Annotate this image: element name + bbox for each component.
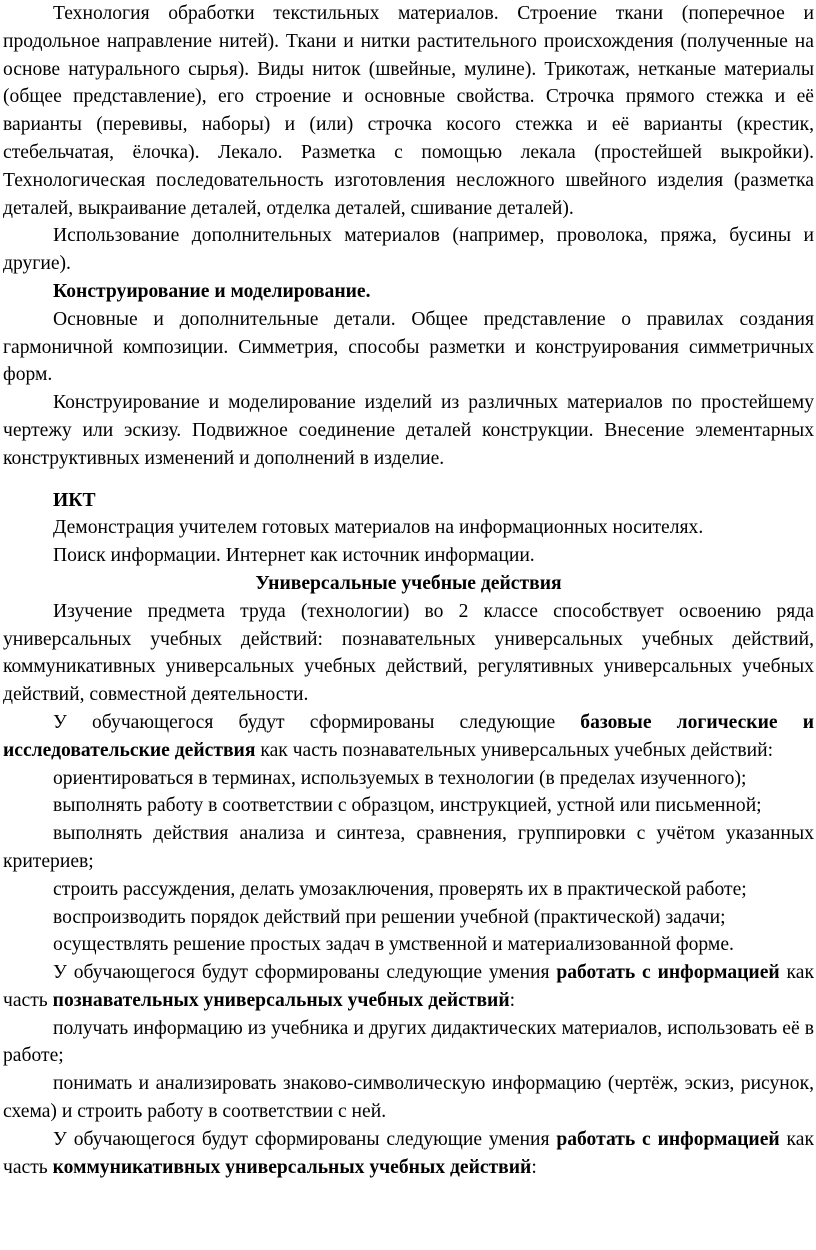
text-run: У обучающегося будут сформированы следующие умения [53, 962, 557, 984]
list-item: строить рассуждения, делать умозаключения, проверять их в практической работе; [53, 878, 747, 900]
text-run: как часть [3, 962, 814, 1011]
list-item: выполнять действия анализа и синтеза, сравнения, группировки с учётом указанных критериев; [3, 823, 814, 872]
paragraph-subject-study: Изучение предмета труда (технологии) во 2 классе способствует освоению ряда универсальных учебных действий: познавательных универсальных учебных действий, коммуникативных универсальных учебных действий, регулятивных универсальных учебных действий, совместной деятельности. [3, 600, 814, 706]
list-item: получать информацию из учебника и других дидактических материалов, использовать её в работе; [3, 1017, 814, 1067]
paragraph-work-with-information-cognitive [3, 959, 814, 1015]
paragraph-work-with-information-communicative [3, 1126, 814, 1182]
paragraph-demonstration: Демонстрация учителем готовых материалов на информационных носителях. [53, 517, 704, 539]
heading-ikt: ИКТ [53, 489, 96, 511]
paragraph-construction-drawing: Конструирование и моделирование изделий из различных материалов по простейшему чертежу или эскизу. Подвижное соединение деталей конструкции. Внесение элементарных конструктивных изменений и дополнений в изделие. [3, 392, 814, 469]
text-run: У обучающегося будут сформированы следующие [53, 711, 581, 733]
list-item: понимать и анализировать знаково-символическую информацию (чертёж, эскиз, рисунок, схема) и строить работу в соответствии с ней. [3, 1073, 814, 1123]
text-run: как часть познавательных универсальных учебных действий: [255, 739, 774, 761]
bold-text-run: коммуникативных универсальных учебных действий [52, 1156, 532, 1178]
text-run: как часть [3, 1128, 814, 1178]
section-gap [3, 473, 814, 487]
list-item: выполнять работу в соответствии с образцом, инструкцией, устной или письменной; [53, 795, 762, 817]
bold-text-run: работать с информацией [556, 1128, 780, 1150]
document-page [3, 0, 814, 1181]
bold-text-run: базовые логические и исследовательские действия [3, 711, 814, 761]
bold-text-run: работать с информацией [556, 962, 780, 984]
heading-universal-actions: Универсальные учебные действия [255, 572, 562, 594]
bold-text-run: познавательных универсальных учебных действий [52, 989, 510, 1011]
text-run: : [509, 989, 516, 1011]
paragraph-information-search: Поиск информации. Интернет как источник информации. [53, 545, 535, 567]
paragraph-details-composition: Основные и дополнительные детали. Общее представление о правилах создания гармоничной композиции. Симметрия, способы разметки и конструирования симметричных форм. [3, 308, 814, 386]
text-run: У обучающегося будут сформированы следующие умения [53, 1128, 557, 1150]
list-item: ориентироваться в терминах, используемых в технологии (в пределах изученного); [53, 767, 747, 789]
paragraph-textile-technology: Технология обработки текстильных материалов. Строение ткани (поперечное и продольное направление нитей). Ткани и нитки растительного происхождения (полученные на основе натурального сырья). Виды ниток (швейные, мулине). Трикотаж, нетканые материалы (общее представление), его строение и основные свойства. Строчка прямого стежка и её варианты (перевивы, наборы) и (или) строчка косого стежка и её варианты (крестик, стебельчатая, ёлочка). Лекало. Разметка с помощью лекала (простейшей выкройки). Технологическая последовательность изготовления несложного швейного изделия (разметка деталей, выкраивание деталей, отделка деталей, сшивание деталей). [3, 3, 814, 219]
paragraph-logical-actions [3, 709, 814, 765]
list-item: воспроизводить порядок действий при решении учебной (практической) задачи; [53, 906, 726, 928]
heading-construction-modeling: Конструирование и моделирование. [53, 280, 371, 302]
paragraph-additional-materials: Использование дополнительных материалов (например, проволока, пряжа, бусины и другие). [3, 225, 814, 275]
list-item: осуществлять решение простых задач в умственной и материализованной форме. [53, 934, 734, 956]
text-run: : [531, 1156, 537, 1178]
